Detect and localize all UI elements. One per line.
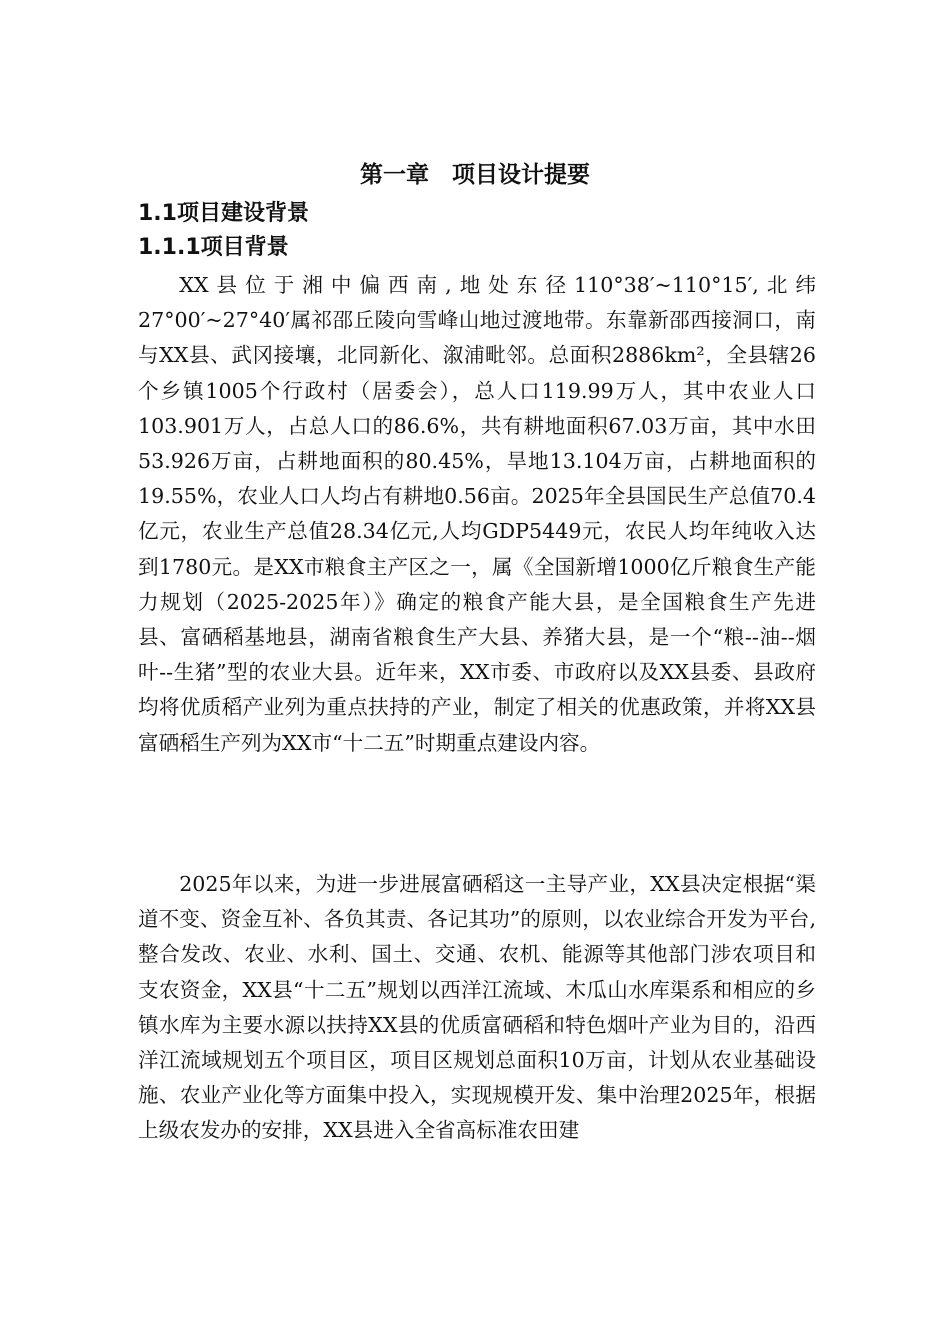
body-paragraph: 2025年以来，为进一步进展富硒稻这一主导产业，XX县决定根据“渠道不变、资金互补、各负其责、各记其功”的原则，以农业综合开发为平台,整合发改、农业、水利、国土、交通、农机、能源等其他部门涉农项目和支农资金，XX县“十二五”规划以西洋江流域、木瓜山水库渠系和相应的乡镇水库为主要水源以扶持XX县的优质富硒稻和特色烟叶产业为目的，沿西洋江流域规划五个项目区，项目区规划总面积10万亩，计划从农业基础设施、农业产业化等方面集中投入，实现规模开发、集中治理2025年，根据上级农发办的安排，XX县进入全省高标准农田建	[138, 872, 817, 1143]
body-paragraph: XX县位于湘中偏西南,地处东径110°38′~110°15′,北纬27°00′~27°40′属祁邵丘陵向雪峰山地过渡地带。东靠新邵西接洞口，南与XX县、武冈接壤，北同新化、溆浦毗邻。总面积2886km²，全县辖26个乡镇1005个行政村（居委会），总人口119.99万人，其中农业人口103.901万人，占总人口的86.6%，共有耕地面积67.03万亩，其中水田53.926万亩，占耕地面积的80.45%，旱地13.104万亩，占耕地面积的19.55%，农业人口人均占有耕地0.56亩。2025年全县国民生产总值70.4亿元，农业生产总值28.34亿元,人均GDP5449元，农民人均年纯收入达到1780元。是XX市粮食主产区之一，属《全国新增1000亿斤粮食生产能力规划（2025-2025年）》确定的粮食产能大县，是全国粮食生产先进县、富硒稻基地县，湖南省粮食生产大县、养猪大县，是一个“粮--油--烟叶--生猪”型的农业大县。近年来，XX市委、市政府以及XX县委、县政府均将优质稻产业列为重点扶持的产业，制定了相关的优惠政策，并将XX县富硒稻生产列为XX市“十二五”时期重点建设内容。	[138, 273, 816, 755]
chapter-title: 第一章 项目设计提要	[360, 162, 590, 188]
body-paragraph-2-block	[138, 867, 816, 1149]
section-heading-1-1: 1.1项目建设背景	[138, 201, 309, 226]
section-heading-1-1-1: 1.1.1项目背景	[138, 235, 289, 260]
body-paragraph-1-block	[138, 268, 816, 761]
